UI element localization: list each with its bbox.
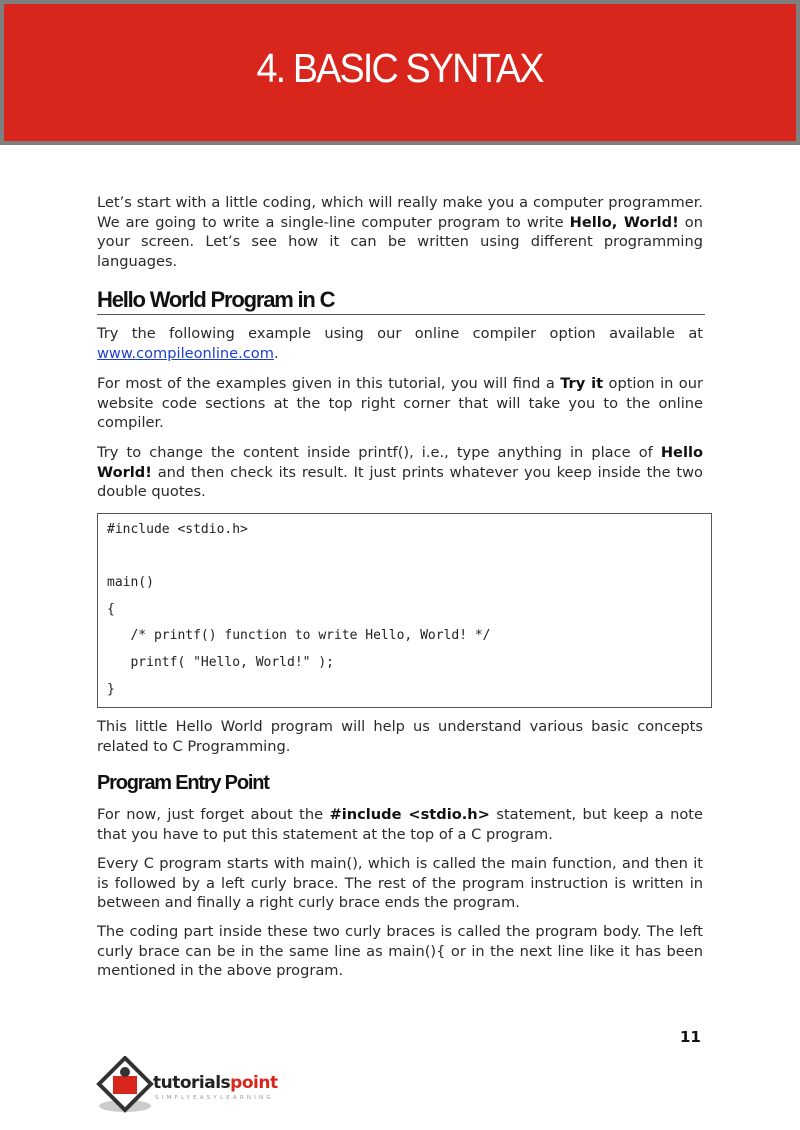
text: For now, just forget about the [97,806,330,823]
code-line: main() [107,575,154,590]
bold-text: Try it [560,375,604,392]
paragraph [97,324,703,363]
chapter-title: 4. BASIC SYNTAX [256,45,544,91]
chapter-banner-fill [4,4,796,141]
text: For most of the examples given in this tutorial, you will find a [97,375,561,392]
text: Let’s start with a little coding, which will really make you a computer programmer. We are going to write a single-line computer program to write [97,194,703,231]
code-line: { [107,602,115,617]
code-line: printf( "Hello, World!" ); [107,655,334,670]
page-number: 11 [680,1028,701,1046]
paragraph [97,374,703,433]
code-block [97,513,712,708]
paragraph [97,443,703,502]
paragraph: Every C program starts with main(), which is called the main function, and then it is followed by a left curly brace. The rest of the program instruction is written in between and finally a right curly brace ends the program. [97,855,703,912]
svg-text:tutorialspoint: tutorialspoint [153,1073,278,1093]
paragraph: The coding part inside these two curly braces is called the program body. The left curly brace can be in the same line as main(){ or in the next line like it has been mentioned in the above program. [97,923,703,980]
bold-text: Hello World! [97,444,703,481]
text: . [273,344,279,362]
text: option in our website code sections at the top right corner that will take you to the online compiler. [97,375,703,432]
text: Try to change the content inside printf(), i.e., type anything in place of [97,444,661,461]
text: Try the following example using our online compiler option available at [97,325,703,342]
section-heading: Hello World Program in C [97,287,705,315]
paragraph: This little Hello World program will help us understand various basic concepts related to C Programming. [97,718,703,755]
svg-text:SIMPLYEASYLEARNING: SIMPLYEASYLEARNING [155,1095,274,1101]
chapter-banner [0,0,800,145]
subsection-heading: Program Entry Point [97,772,269,794]
tutorialspoint-logo [95,1056,295,1116]
code-line: #include <stdio.h> [107,522,248,537]
bold-text: Hello, World! [569,213,679,231]
text: and then check its result. It just prints whatever you keep inside the two double quotes. [97,463,703,501]
text: statement, but keep a note that you have to put this statement at the top of a C program. [97,806,703,843]
logo-icon [95,1056,295,1116]
code-line: /* printf() function to write Hello, World! */ [107,628,491,643]
text: on your screen. Let’s see how it can be written using different programming languages. [97,213,703,270]
bold-text: #include <stdio.h> [329,806,490,823]
paragraph [97,805,703,844]
code-line: } [107,682,115,697]
compileonline-link[interactable]: www.compileonline.com [97,344,274,362]
intro-paragraph [97,193,703,271]
